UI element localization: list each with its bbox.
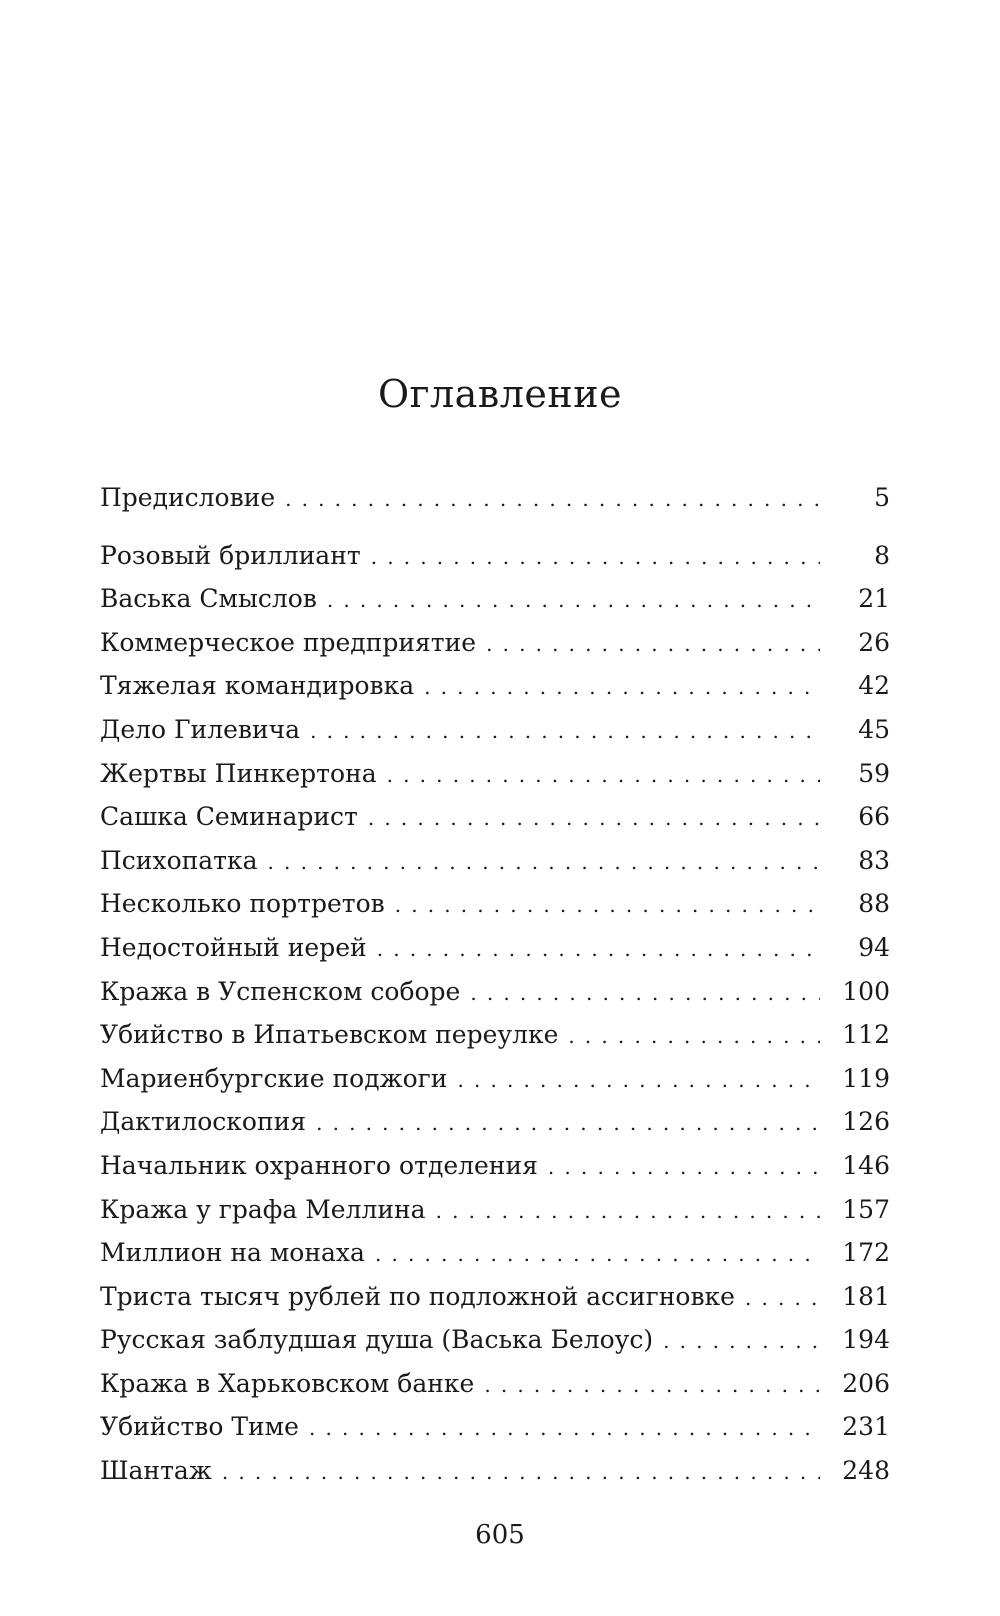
- toc-entry-title: Триста тысяч рублей по подложной ассигновке: [100, 1275, 745, 1319]
- toc-entry-title: Коммерческое предприятие: [100, 621, 486, 665]
- dot-leader: [327, 579, 820, 621]
- toc-entry[interactable]: [100, 1275, 890, 1319]
- toc-entry-page: 66: [858, 802, 890, 832]
- toc-entry-page: 248: [842, 1456, 890, 1486]
- toc-entry-page: 112: [842, 1020, 890, 1050]
- toc-entry[interactable]: [100, 1100, 890, 1144]
- dot-leader: [745, 1277, 820, 1319]
- toc-entry-page: 5: [874, 483, 890, 512]
- toc-entry[interactable]: [100, 795, 890, 839]
- toc-entry[interactable]: [100, 1057, 890, 1101]
- toc-entry[interactable]: [100, 577, 890, 621]
- toc-entry[interactable]: [100, 1231, 890, 1275]
- toc-entry-page: 88: [858, 889, 890, 919]
- page-number: 605: [475, 1520, 525, 1550]
- toc-entry-page: 119: [842, 1063, 890, 1093]
- toc-entry[interactable]: [100, 882, 890, 926]
- toc-entry[interactable]: [100, 1144, 890, 1188]
- toc-entry[interactable]: [100, 1318, 890, 1362]
- toc-entry-title: Розовый бриллиант: [100, 534, 371, 578]
- toc-entry[interactable]: [100, 1362, 890, 1406]
- toc-entry[interactable]: [100, 664, 890, 708]
- toc-entry-page: 231: [842, 1412, 890, 1442]
- dot-leader: [395, 884, 820, 926]
- dot-leader: [548, 1146, 820, 1188]
- toc-entry-page: 126: [842, 1107, 890, 1137]
- toc-entry[interactable]: [100, 708, 890, 752]
- dot-leader: [663, 1320, 820, 1362]
- toc-entry-title: Жертвы Пинкертона: [100, 752, 387, 796]
- toc-entry[interactable]: [100, 970, 890, 1014]
- toc-entry[interactable]: [100, 1013, 890, 1057]
- toc-entry[interactable]: [100, 621, 890, 665]
- toc-entry-page: 194: [842, 1325, 890, 1355]
- toc-entry-title: Мариенбургские поджоги: [100, 1057, 457, 1101]
- dot-leader: [309, 1407, 820, 1449]
- toc-entry-page: 83: [858, 845, 890, 875]
- toc-entry-title: Кража в Успенском соборе: [100, 970, 470, 1014]
- dot-leader: [285, 478, 820, 520]
- dot-leader: [484, 1364, 820, 1406]
- dot-leader: [310, 710, 820, 752]
- toc-entry-page: 157: [842, 1194, 890, 1224]
- toc-entry-title: Сашка Семинарист: [100, 795, 368, 839]
- toc-entry-title: Миллион на монаха: [100, 1231, 375, 1275]
- toc-entry-title: Шантаж: [100, 1449, 222, 1493]
- dot-leader: [436, 1190, 820, 1232]
- dot-leader: [375, 1233, 820, 1275]
- toc-entry-page: 100: [842, 976, 890, 1006]
- dot-leader: [268, 841, 820, 883]
- dot-leader: [371, 536, 820, 578]
- toc-entry[interactable]: [100, 752, 890, 796]
- toc-entry[interactable]: [100, 839, 890, 883]
- dot-leader: [368, 797, 820, 839]
- toc-entry-title: Васька Смыслов: [100, 577, 327, 621]
- dot-leader: [316, 1102, 820, 1144]
- toc-entry-title: Психопатка: [100, 839, 268, 883]
- toc-entry-page: 181: [842, 1281, 890, 1311]
- toc-entry-page: 172: [842, 1238, 890, 1268]
- dot-leader: [424, 666, 820, 708]
- toc-entry-title: Несколько портретов: [100, 882, 395, 926]
- toc-entry-title: Тяжелая командировка: [100, 664, 424, 708]
- toc-entry-title: Кража в Харьковском банке: [100, 1362, 484, 1406]
- toc-entry-title: Начальник охранного отделения: [100, 1144, 548, 1188]
- dot-leader: [470, 972, 820, 1014]
- dot-leader: [568, 1015, 820, 1057]
- toc-entry-title: Убийство Тиме: [100, 1405, 309, 1449]
- dot-leader: [387, 754, 820, 796]
- toc-entry[interactable]: [100, 1188, 890, 1232]
- toc-entry-page: 206: [842, 1368, 890, 1398]
- toc-entry-page: 8: [874, 540, 890, 570]
- toc-entry-page: 59: [858, 758, 890, 788]
- toc-entry[interactable]: [100, 926, 890, 970]
- toc-entry-page: 21: [858, 584, 890, 614]
- toc-entry-title: Предисловие: [100, 476, 285, 520]
- page-title: Оглавление: [377, 372, 623, 416]
- toc-entry[interactable]: [100, 1449, 890, 1493]
- toc-entry-title: Дактилоскопия: [100, 1100, 316, 1144]
- dot-leader: [377, 928, 820, 970]
- toc-entry-page: 45: [858, 714, 890, 744]
- toc-entry-page: 146: [842, 1150, 890, 1180]
- toc-entry-title: Недостойный иерей: [100, 926, 377, 970]
- toc-entry-title: Русская заблудшая душа (Васька Белоус): [100, 1318, 663, 1362]
- dot-leader: [486, 623, 820, 665]
- dot-leader: [222, 1451, 820, 1493]
- toc-entry-title: Убийство в Ипатьевском переулке: [100, 1013, 568, 1057]
- table-of-contents: [100, 476, 890, 1493]
- dot-leader: [457, 1059, 820, 1101]
- toc-entry[interactable]: [100, 534, 890, 578]
- toc-entry-page: 94: [858, 932, 890, 962]
- toc-entry-page: 42: [858, 671, 890, 701]
- toc-entry-page: 26: [858, 627, 890, 657]
- toc-entry-title: Кража у графа Меллина: [100, 1188, 436, 1232]
- toc-entry-title: Дело Гилевича: [100, 708, 310, 752]
- toc-entry[interactable]: [100, 476, 890, 520]
- toc-entry[interactable]: [100, 1405, 890, 1449]
